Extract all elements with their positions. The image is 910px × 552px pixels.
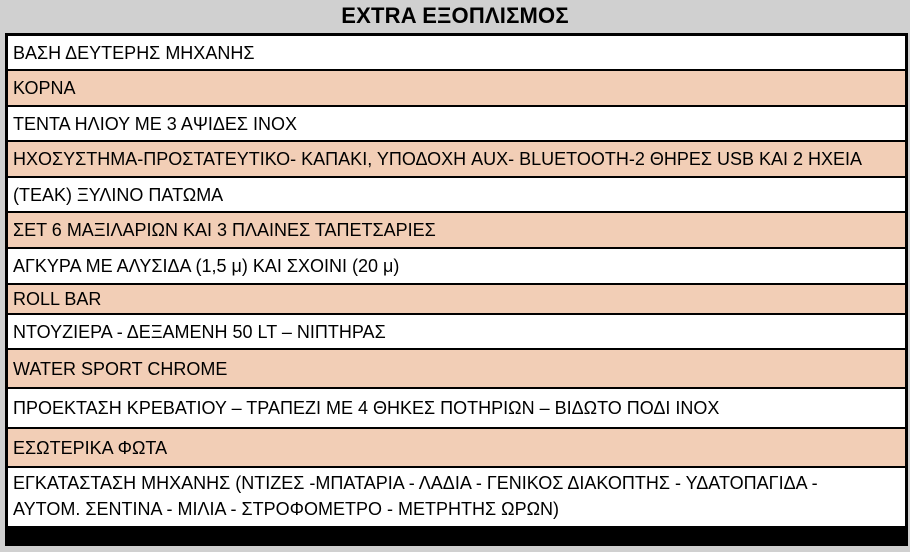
table-row — [8, 178, 905, 211]
table-row — [8, 315, 905, 348]
table-row — [8, 213, 905, 247]
row-text-line-1: ΕΓΚΑΤΑΣΤΑΣΗ ΜΗΧΑΝΗΣ (ΝΤΙΖΕΣ -ΜΠΑΤΑΡΙΑ - ΛΑΔΙΑ - ΓΕΝΙΚΟΣ ΔΙΑΚΟΠΤΗΣ - ΥΔΑΤΟΠΑΓΙΔΑ - — [13, 473, 818, 493]
table-row — [8, 389, 905, 427]
table-row — [8, 36, 905, 69]
sheet-title: EXTRA ΕΞΟΠΛΙΣΜΟΣ — [341, 3, 569, 28]
row-text: ΠΡΟΕΚΤΑΣΗ ΚΡΕΒΑΤΙΟΥ – ΤΡΑΠΕΖΙ ΜΕ 4 ΘΗΚΕΣ ΠΟΤΗΡΙΩΝ – ΒΙΔΩΤΟ ΠΟΔΙ INOX — [13, 398, 720, 418]
table-row — [8, 71, 905, 105]
row-text: ΚΟΡΝΑ — [13, 78, 76, 98]
table-row — [8, 429, 905, 466]
table-row — [8, 350, 905, 387]
row-text: ΕΣΩΤΕΡΙΚΑ ΦΩΤΑ — [13, 437, 168, 458]
row-text: ΑΓΚΥΡΑ ΜΕ ΑΛΥΣΙΔΑ (1,5 μ) ΚΑΙ ΣΧΟΙΝΙ (20 μ) — [13, 256, 400, 276]
row-text: ROLL BAR — [13, 289, 102, 309]
row-text: ΗΧΟΣΥΣΤΗΜΑ-ΠΡΟΣΤΑΤΕΥΤΙΚΟ- ΚΑΠΑΚΙ, ΥΠΟΔΟΧΗ AUX- BLUETOOTH-2 ΘΗΡΕΣ USB ΚΑΙ 2 ΗΧΕΙΑ — [13, 149, 863, 169]
row-text: WATER SPORT CHROME — [13, 358, 228, 379]
row-text: ΤΕΝΤΑ ΗΛΙΟΥ ΜΕ 3 ΑΨΙΔΕΣ INOX — [13, 113, 298, 134]
table-row — [8, 249, 905, 283]
table-row — [8, 142, 905, 176]
row-text-line-2: ΑΥΤΟΜ. ΣΕΝΤΙΝΑ - ΜΙΛΙΑ - ΣΤΡΟΦΟΜΕΤΡΟ - ΜΕΤΡΗΤΗΣ ΩΡΩΝ) — [13, 499, 560, 519]
table-row — [8, 468, 905, 526]
row-text: ΝΤΟΥΖΙΕΡΑ - ΔΕΞΑΜΕΝΗ 50 LT – ΝΙΠΤΗΡΑΣ — [13, 321, 386, 342]
row-text: ΣΕΤ 6 ΜΑΞΙΛΑΡΙΩΝ ΚΑΙ 3 ΠΛΑΙΝΕΣ ΤΑΠΕΤΣΑΡΙΕΣ — [13, 220, 436, 240]
equipment-table — [5, 33, 908, 546]
table-row — [8, 285, 905, 313]
row-text: ΒΑΣΗ ΔΕΥΤΕΡΗΣ ΜΗΧΑΝΗΣ — [13, 42, 255, 63]
row-text — [13, 470, 818, 522]
row-text: (ΤΕΑΚ) ΞΥΛΙΝΟ ΠΑΤΩΜΑ — [13, 184, 224, 205]
table-row — [8, 107, 905, 140]
